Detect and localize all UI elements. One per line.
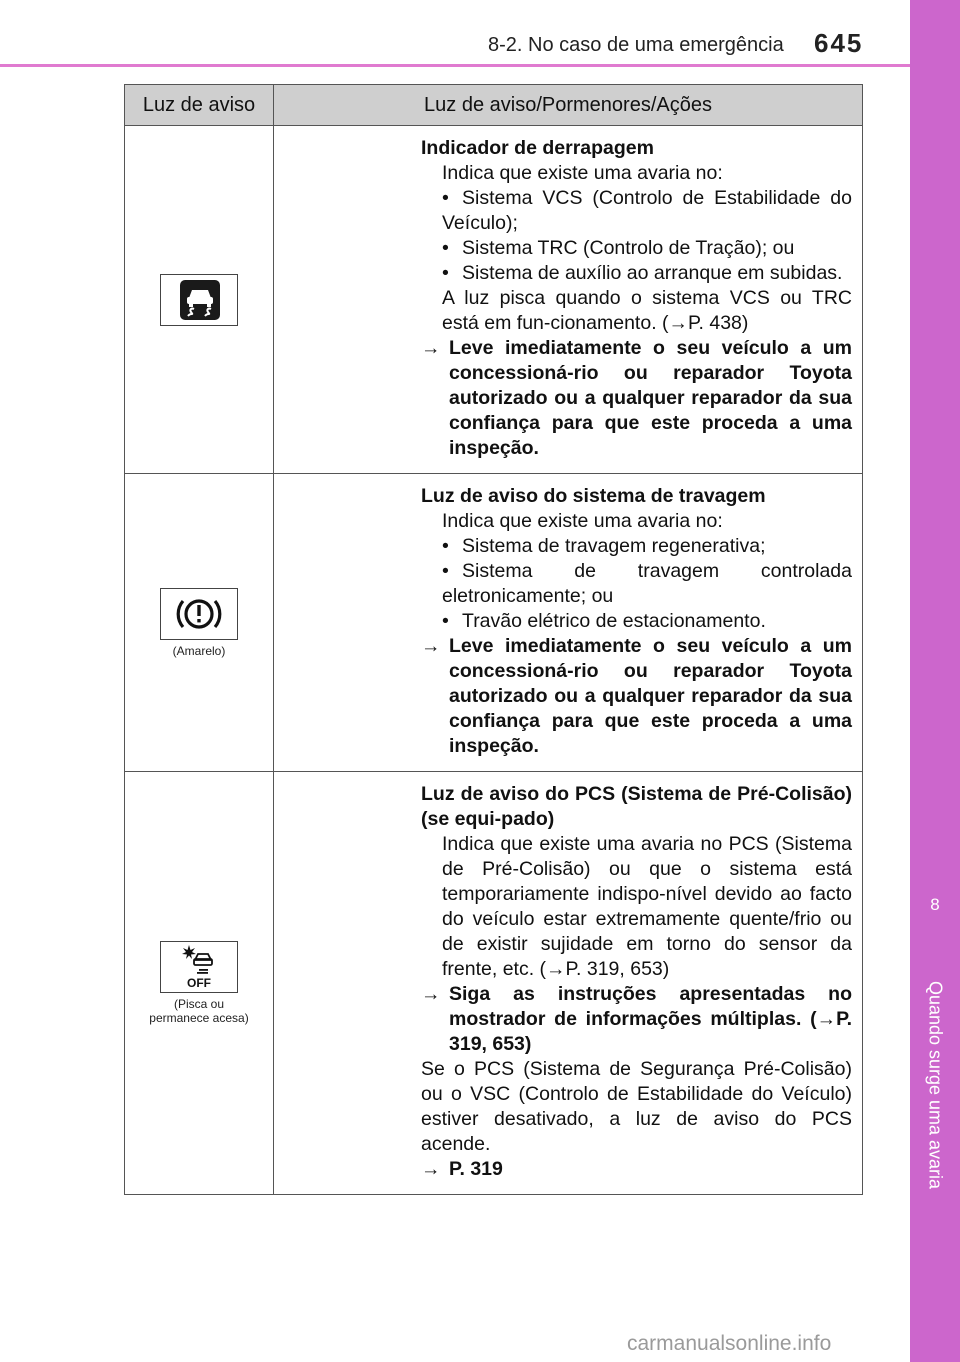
bullet-item: • Sistema de auxílio ao arranque em subidas. — [442, 262, 843, 284]
column-header-details: Luz de aviso/Pormenores/Ações — [274, 85, 863, 126]
table-header-row — [125, 85, 863, 126]
chapter-number: 8 — [930, 895, 940, 914]
warning-lights-table — [124, 84, 863, 1195]
chapter-side-tab — [910, 0, 960, 1362]
icon-cell — [125, 126, 274, 474]
details-cell — [274, 772, 863, 1195]
row-intro: Indica que existe uma avaria no: — [442, 162, 723, 184]
bullet-item: • Sistema de travagem regenerativa; — [442, 535, 766, 557]
bullet-item: • Sistema de travagem controlada eletronicamente; ou — [442, 560, 852, 607]
chapter-title: Quando surge uma avaria — [925, 980, 946, 1190]
section-title: 8-2. No caso de uma emergência — [488, 34, 784, 56]
pcs-warning-icon — [160, 941, 238, 993]
row-extra: Se o PCS (Sistema de Segurança Pré-Colisão) ou o VSC (Controlo de Estabilidade do Veículo) estiver desativado, a luz de aviso do PCS acende. — [421, 1058, 852, 1155]
icon-cell — [125, 772, 274, 1195]
row-intro: Indica que existe uma avaria no: — [442, 510, 723, 532]
row-extra: A luz pisca quando o sistema VCS ou TRC está em fun-cionamento. (→P. 438) — [442, 287, 852, 334]
details-cell — [274, 474, 863, 772]
icon-color-note: (Amarelo) — [172, 643, 226, 658]
pcs-off-label: OFF — [187, 976, 211, 990]
icon-cell — [125, 474, 274, 772]
row-title: Indicador de derrapagem — [421, 137, 654, 159]
bullet-item: • Sistema TRC (Controlo de Tração); ou — [442, 237, 795, 259]
row-title: Luz de aviso do sistema de travagem — [421, 485, 766, 507]
row-action: → Siga as instruções apresentadas no mostrador de informações múltiplas. (→P. 319, 653) — [421, 983, 852, 1055]
header-rule — [0, 64, 910, 67]
details-cell — [274, 126, 863, 474]
row-page-ref: → P. 319 — [421, 1158, 503, 1180]
column-header-warning-light: Luz de aviso — [125, 85, 274, 126]
row-action: → Leve imediatamente o seu veículo a um concessioná-rio ou reparador Toyota autorizado ou a qualquer reparador da sua confiança para que este proceda a uma inspeção. — [421, 635, 852, 757]
row-title: Luz de aviso do PCS (Sistema de Pré-Colisão) (se equi-pado) — [421, 783, 852, 830]
watermark: carmanualsonline.info — [627, 1332, 832, 1355]
bullet-item: • Sistema VCS (Controlo de Estabilidade do Veículo); — [442, 187, 852, 234]
table-row — [125, 126, 863, 474]
bullet-item: • Travão elétrico de estacionamento. — [442, 610, 766, 632]
skid-indicator-icon — [160, 274, 238, 326]
table-row — [125, 772, 863, 1195]
row-intro: Indica que existe uma avaria no PCS (Sistema de Pré-Colisão) ou que o sistema está temporariamente indispo-nível devido ao facto do veículo estar extremamente quente/frio ou de existir sujidade em torno do sensor da frente, etc. (→P. 319, 653) — [442, 833, 852, 980]
row-action: → Leve imediatamente o seu veículo a um concessioná-rio ou reparador Toyota autorizado ou a qualquer reparador da sua confiança para que este proceda a uma inspeção. — [421, 337, 852, 459]
icon-status-note: (Pisca ou permanece acesa) — [149, 997, 249, 1025]
brake-warning-icon — [160, 588, 238, 640]
page-number: 645 — [814, 28, 864, 58]
table-row — [125, 474, 863, 772]
